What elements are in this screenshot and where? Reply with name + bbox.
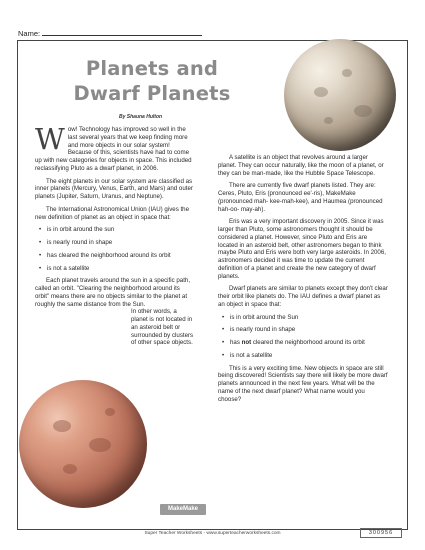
list-item: • is not a satellite [218, 352, 388, 360]
left-column [35, 122, 195, 352]
byline: By Shauna Hulton [119, 114, 163, 120]
dwarf-criteria-list [218, 314, 388, 360]
name-blank-line[interactable] [42, 29, 202, 36]
worksheet-code: 300956 [360, 528, 402, 538]
orbit-paragraph-cont: In other words, a planet is not located in an asteroid belt or surrounded by clusters of other space objects. [131, 308, 194, 347]
planet-criteria-list [35, 226, 195, 272]
article-title [52, 56, 252, 106]
iau-definition-paragraph: The International Astronomical Union (IAU) gives the new definition of planet as an object in space that: [35, 205, 190, 221]
title-line-2: Dwarf Planets [73, 82, 231, 105]
list-item: • is in orbit around the sun [35, 226, 195, 234]
list-item: • is in orbit around the Sun [218, 314, 388, 322]
list-item: • has not cleared the neighborhood around its orbit [218, 339, 388, 347]
list-item: • is nearly round in shape [218, 326, 388, 334]
image-caption: MakeMake [160, 504, 206, 515]
drop-cap: W [35, 122, 65, 156]
makemake-planet-image [19, 380, 147, 508]
list-item: • is not a satellite [35, 265, 195, 273]
right-column [218, 154, 388, 408]
name-field[interactable] [18, 29, 202, 38]
ceres-planet-image [284, 39, 396, 151]
orbit-paragraph: Each planet travels around the sun in a specific path, called an orbit. "Clearing the neighborhood around its orbit" means there are no objects similar to the planet at roughly the same distance from the Sun. [35, 277, 191, 308]
planets-paragraph: The eight planets in our solar system are classified as inner planets (Mercury, Venus, Earth, and Mars) and outer planets (Jupiter, Saturn, Uranus, and Neptune). [35, 177, 193, 200]
list-item: • has cleared the neighborhood around its orbit [35, 252, 195, 260]
footer-text: Super Teacher Worksheets - www.superteacherworksheets.com [144, 531, 281, 536]
eris-paragraph: Eris was a very important discovery in 2005. Since it was larger than Pluto, some astronomers thought it should be considered a planet. However, since Pluto and Eris are located in an asteroid belt, other astronomers began to think maybe Pluto and Eris were both very large asteroids. In 2006, astronomers decided it was time to update the current definition of a planet and create the new category of dwarf planets. [218, 218, 386, 280]
dwarf-definition-paragraph: Dwarf planets are similar to planets except they don't clear their orbit like planets do. The IAU defines a dwarf planet as an object in space that: [218, 285, 388, 308]
satellite-paragraph: A satellite is an object that revolves around a larger planet. They can occur naturally, like the moon of a planet, or they can be man-made, like the Hubble Space Telescope. [218, 154, 384, 177]
dwarf-planets-list-paragraph: There are currently five dwarf planets listed. They are: Ceres, Pluto, Eris (pronounced ee'-ris), MakeMake (pronounced mah- kee-mah-kee), and Haumea (pronounced hah-oo- may-ah). [218, 182, 383, 213]
intro-paragraph: Wow! Technology has improved so well in the last several years that we keep finding more and more objects in our solar system! Because of this, scientists have had to come up with new categories for objects in space. This included reclassifying Pluto as a dwarf planet, in 2006. [35, 122, 192, 172]
list-item: • is nearly round in shape [35, 239, 195, 247]
title-line-1: Planets and [85, 57, 219, 80]
name-label: Name: [18, 29, 41, 38]
closing-paragraph: This is a very exciting time. New objects in space are still being discovered! Scientists say there will likely be more dwarf planets announced in the next few years. What will be the name of the next dwarf planet? What name would you choose? [218, 364, 388, 403]
